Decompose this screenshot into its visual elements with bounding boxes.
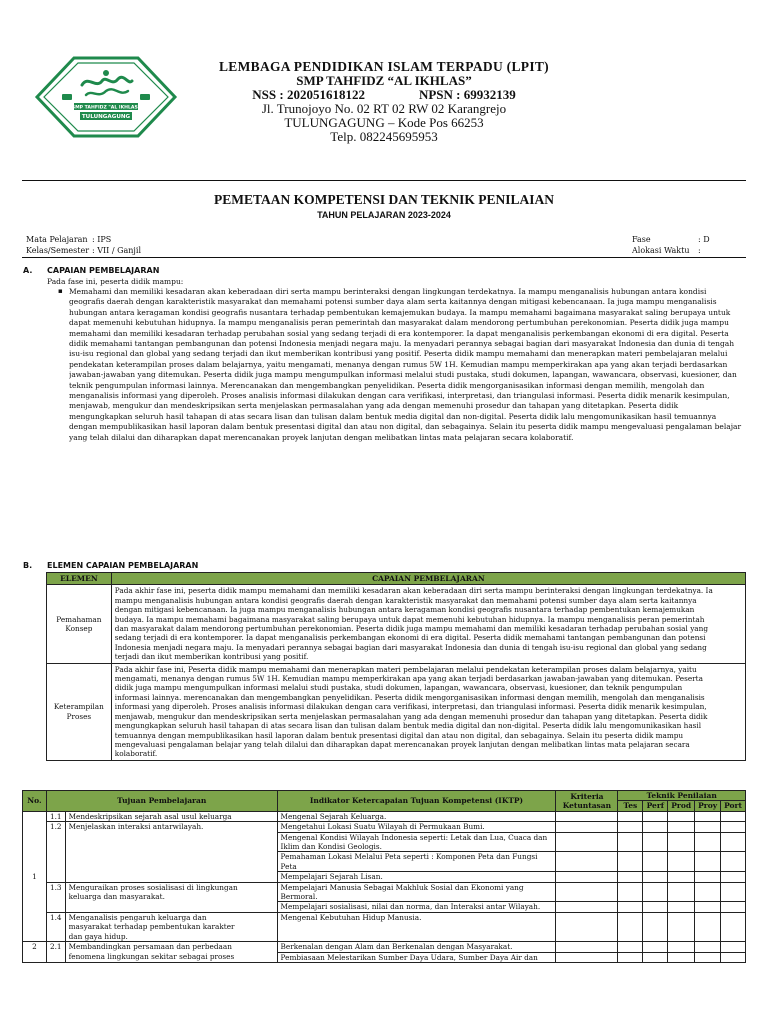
institution-name: LEMBAGA PENDIDIKAN ISLAM TERPADU (LPIT) (219, 59, 549, 74)
port-cell (721, 822, 746, 832)
port-cell (721, 852, 746, 872)
prod-cell (668, 872, 695, 882)
iktp-line: Bermoral. (280, 892, 318, 902)
col-perf-header: Perf (643, 801, 668, 811)
kriteria-cell (556, 811, 618, 821)
text-line: menjawab, mengukur dan mendeskripsikan serta menjelaskan permasalahan yang ada dengan memenuhi prosedur dan tahapan yang ditetapkan. Peserta didik (69, 401, 679, 411)
kriteria-cell (556, 902, 618, 912)
tp-text (65, 942, 277, 963)
iktp-text: Mempelajari Sejarah Lisan. (277, 872, 556, 882)
text-line: Memahami dan memiliki kesadaran akan keberadaan diri serta mampu berinteraksi dengan lingkungan terdekatnya. Ia mampu menganalisis hubungan antara kondisi (69, 287, 707, 296)
svg-text:TULUNGAGUNG: TULUNGAGUNG (81, 114, 131, 121)
nss-number: NSS : 202051618122 (252, 87, 365, 102)
col-port-header: Port (721, 801, 746, 811)
iktp-line: Peta (280, 861, 297, 871)
subject-value: : IPS (92, 235, 112, 244)
prod-cell (668, 902, 695, 912)
iktp-text (277, 882, 556, 902)
school-phone: Telp. 082245695953 (330, 129, 438, 144)
perf-cell (643, 822, 668, 832)
row-number: 1 (23, 811, 47, 941)
text-line: dengan mitigasi kebencanaan. Ia juga mampu menganalisis hubungan antara keragaman kondisi geografis nusantara terhadap pembentukan kemajemukan (114, 605, 695, 615)
tp-line: fenomena lingkungan sekitar sebagai proses (68, 951, 235, 961)
kriteria-cell (556, 882, 618, 902)
kriteria-cell (556, 942, 618, 952)
perf-cell (643, 872, 668, 882)
col-prod-header: Prod (668, 801, 695, 811)
col-kriteria-header (556, 791, 618, 812)
iktp-text (277, 832, 556, 852)
text-line: menjawab, mengukur dan mendeskripsikan serta menjelaskan permasalahan yang ada dengan memenuhi prosedur dan tahapan yang ditetapkan. Peserta didik (114, 711, 708, 721)
proy-cell (695, 942, 721, 952)
tp-line: masyarakat terhadap pembentukan karakter (68, 922, 235, 932)
port-cell (721, 882, 746, 902)
perf-cell (643, 811, 668, 821)
tes-cell (618, 832, 643, 852)
col-capaian-header: CAPAIAN PEMBELAJARAN (111, 573, 745, 585)
text-line: geografis daerah dengan karakteristik masyarakat dan memahami potensi sumber daya alam serta kaitannya dengan mitigasi kebencanaan. Ia juga mampu menganalisis (69, 297, 717, 307)
table-row (23, 942, 746, 952)
text-line: didik memahami tantangan pembangunan dan potensi Indonesia menjadi negara maju. Ia menyadari perannya sebagai bagian dari masyarakat Indonesia dan dunia di tengah (69, 339, 735, 349)
letterhead (182, 60, 586, 144)
iktp-text: Berkenalan dengan Alam dan Berkenalan dengan Masyarakat. (277, 942, 556, 952)
text-line: Indonesia menjadi negara maju. Ia menyadari perannya sebagai bagian dari masyarakat Indonesia dan dunia di tengah isu-isu regional dan global yang sedang (114, 642, 707, 652)
prod-cell (668, 822, 695, 832)
text-line: temuannya dengan mempublikasikan hasil laporan dalam bentuk presentasi digital dan atau non digital, dan sebagainya. Selain itu peserta didik mampu (114, 730, 684, 740)
elemen-name-line: Konsep (65, 624, 93, 634)
port-cell (721, 832, 746, 852)
class-value: : VII / Ganjil (92, 246, 142, 255)
text-line: memahami dan memiliki kesadaran terhadap perubahan sosial yang sedang terjadi di era kontemporer. Ia dapat menganalisis perkembangan ekonomi di era digital. Peserta (69, 328, 729, 338)
text-line: terjadi dan ikut memberikan kontribusi yang positif. (114, 652, 309, 662)
capaian-cell (111, 585, 745, 663)
perf-cell (643, 852, 668, 872)
page-title: PEMETAAN KOMPETENSI DAN TEKNIK PENILAIAN (213, 192, 555, 207)
tp-line: Menguraikan proses sosialisasi di lingkungan (68, 882, 238, 892)
col-teknik-header: Teknik Penilaian (618, 791, 746, 801)
tes-cell (618, 902, 643, 912)
text-line: dapat memenuhi kebutuhan hidupnya. Ia mampu menganalisis peran pemerintah dan masyarakat dalam mendorong pertumbuhan perekonomian. Peserta didik juga mampu (69, 318, 729, 328)
prod-cell (668, 952, 695, 962)
elemen-name-line: Keterampilan (53, 702, 104, 712)
prod-cell (668, 942, 695, 952)
class-label: Kelas/Semester (26, 246, 90, 255)
iktp-text (277, 852, 556, 872)
section-b-letter: B. (23, 561, 33, 570)
tp-number: 1.1 (46, 811, 65, 821)
port-cell (721, 912, 746, 941)
port-cell (721, 902, 746, 912)
kriteria-cell (556, 952, 618, 962)
iktp-line: Pemahaman Lokasi Melalui Peta seperti : Komponen Peta dan Fungsi (280, 852, 538, 862)
text-line: sedang terjadi di era kontemporer. Ia dapat menganalisis perkembangan ekonomi di era digital. Peserta didik memahami tantangan pembangunan dan potensi (114, 633, 706, 643)
school-address: Jl. Trunojoyo No. 02 RT 02 RW 02 Karangrejo (261, 101, 507, 116)
table-row (23, 811, 746, 821)
table-row (47, 663, 746, 760)
perf-cell (643, 902, 668, 912)
section-a-intro: Pada fase ini, peserta didik mampu: (47, 277, 184, 286)
col-indikator-header: Indikator Ketercapaian Tujuan Kompetensi (IKTP) (277, 791, 556, 812)
perf-cell (643, 912, 668, 941)
kriteria-cell (556, 852, 618, 872)
text-line: didik juga mampu mengumpulkan informasi melalui studi pustaka, studi dokumen, lapangan, wawancara, observasi, kuesioner, dan teknik pengumpulan (114, 683, 683, 693)
school-city: TULUNGAGUNG – Kode Pos 66253 (284, 115, 484, 130)
tp-number: 2.1 (46, 942, 65, 963)
iktp-text: Mengenal Sejarah Keluarga. (277, 811, 556, 821)
text-line: isu-isu regional dan global yang sedang terjadi dan ikut memberikan kontribusi yang positif. Peserta didik mampu memahami dan menerapkan materi pembelajaran melalui (69, 349, 728, 359)
tp-number: 1.3 (46, 882, 65, 912)
elemen-cell (47, 585, 112, 663)
elemen-name-line: Proses (66, 711, 92, 721)
table-row (23, 822, 746, 832)
tes-cell (618, 811, 643, 821)
section-a-title: CAPAIAN PEMBELAJARAN (47, 266, 160, 275)
time-value: : (698, 246, 701, 255)
proy-cell (695, 902, 721, 912)
npsn-number: NPSN : 69932139 (418, 87, 516, 102)
col-tujuan-header: Tujuan Pembelajaran (46, 791, 277, 812)
tp-number: 1.2 (46, 822, 65, 882)
text-line: mengevaluasi pengalaman belajar yang telah dilalui dan diharapkan dapat merencanakan proyek lanjutan dengan melibatkan lintas mata pelajaran secara (114, 739, 690, 749)
proy-cell (695, 912, 721, 941)
kriteria-cell (556, 832, 618, 852)
section-a-letter: A. (23, 266, 33, 275)
phase-label: Fase (632, 235, 651, 244)
col-proy-header: Proy (695, 801, 721, 811)
iktp-text: Mengetahui Lokasi Suatu Wilayah di Permukaan Bumi. (277, 822, 556, 832)
header-divider (22, 180, 746, 181)
text-line: hubungan antara keragaman kondisi geografis nusantara terhadap pembentukan kemajemukan budaya. Ia mampu memahami bagaimana masyarakat saling berupaya untuk (69, 307, 731, 317)
proy-cell (695, 822, 721, 832)
text-line: menganalisis informasi yang diperoleh. Proses analisis informasi dilakukan dengan cara verifikasi, interpretasi, dan triangulasi informasi. Peserta didik menarik kesimpulan, (69, 391, 730, 401)
tp-line: dan gaya hidup. (68, 931, 128, 941)
tp-text (65, 912, 277, 941)
row-number: 2 (23, 942, 47, 963)
iktp-text: Mempelajari sosialisasi, nilai dan norma, dan Interaksi antar Wilayah. (277, 902, 556, 912)
iktp-text: Pembiasaan Melestarikan Sumber Daya Udara, Sumber Daya Air dan (277, 952, 556, 962)
text-line: mampu menganalisis hubungan antara kondisi geografis daerah dengan karakteristik masyarakat dan memahami potensi sumber daya alam serta kaitannya (114, 595, 697, 605)
col-no-header: No. (23, 791, 47, 812)
text-line: mengamati, menanya dengan rumus 5W 1H. Kemudian mampu memperkirakan apa yang akan terjadi berdasarkan jawaban-jawaban yang ditemukan. Peserta (114, 674, 703, 684)
prod-cell (668, 882, 695, 902)
tp-text: Menjelaskan interaksi antarwilayah. (65, 822, 277, 882)
tujuan-table (22, 790, 746, 963)
section-b-title: ELEMEN CAPAIAN PEMBELAJARAN (47, 561, 199, 570)
text-line: informasi yang diperoleh. Proses analisis informasi dilakukan dengan cara verifikasi, interpretasi, dan triangulasi informasi. Peserta didik menarik kesimpulan, (114, 702, 707, 712)
text-line: yang telah dilalui dan diharapkan dapat merencanakan proyek lanjutan dengan melibatkan lintas mata pelajaran secara kolaboratif. (69, 432, 574, 442)
text-line: budaya. Ia mampu memahami bagaimana masyarakat saling berupaya untuk dapat memenuhi kebutuhan hidupnya. Ia mampu menganalisis peran pemerintah (114, 614, 705, 624)
elemen-cell (47, 663, 112, 760)
port-cell (721, 872, 746, 882)
proy-cell (695, 872, 721, 882)
tp-text: Mendeskripsikan sejarah asal usul keluarga (65, 811, 277, 821)
prod-cell (668, 852, 695, 872)
iktp-line: Iklim dan Kondisi Geologis. (280, 842, 382, 852)
academic-year: TAHUN PELAJARAN 2023-2024 (317, 210, 451, 220)
capaian-cell (111, 663, 745, 760)
kriteria-cell (556, 872, 618, 882)
tes-cell (618, 872, 643, 882)
text-line: kolaboratif. (114, 749, 158, 759)
bullet-icon: ▪ (58, 287, 63, 295)
text-line: jawaban-jawaban yang ditemukan. Peserta didik juga mampu mengumpulkan informasi melalui studi pustaka, studi dokumen, lapangan, wawancara, observasi, kuesioner, dan (69, 370, 737, 380)
port-cell (721, 942, 746, 952)
text-line: teknik pengumpulan informasi lainnya. Merencanakan dan mengembangkan penyelidikan. Peserta didik mengorganisasikan informasi dengan memilih, mengolah dan (69, 380, 705, 390)
perf-cell (643, 952, 668, 962)
text-line: mengungkapkan seluruh hasil tahapan di atas secara lisan dan tulisan dalam bentuk media digital dan non-digital. Peserta didik lalu mengomunikasikan hasil (114, 721, 702, 731)
text-line: dengan mempublikasikan hasil laporan dalam bentuk presentasi digital dan atau non digital, dan sebagainya. Selain itu peserta didik mampu mengevaluasi pengalaman belajar (69, 422, 742, 432)
elemen-name-line: Pemahaman (56, 614, 102, 624)
port-cell (721, 952, 746, 962)
col-elemen-header: ELEMEN (47, 573, 112, 585)
tp-line: Menganalisis pengaruh keluarga dan (68, 912, 207, 922)
proy-cell (695, 882, 721, 902)
proy-cell (695, 832, 721, 852)
perf-cell (643, 882, 668, 902)
iktp-line: Mengenal Kondisi Wilayah Indonesia seperti: Letak dan Lua, Cuaca dan (280, 832, 548, 842)
perf-cell (643, 832, 668, 852)
school-logo (34, 55, 178, 139)
perf-cell (643, 942, 668, 952)
elemen-table (46, 572, 746, 761)
kriteria-line: Ketuntasan (562, 800, 612, 810)
iktp-line: Mempelajari Manusia Sebagai Makhluk Sosial dan Ekonomi yang (280, 882, 524, 892)
tp-line: keluarga dan masyarakat. (68, 892, 165, 902)
kriteria-line: Kriteria (570, 791, 604, 801)
tp-line: Membandingkan persamaan dan perbedaan (68, 942, 232, 952)
prod-cell (668, 811, 695, 821)
tes-cell (618, 852, 643, 872)
tes-cell (618, 882, 643, 902)
text-line: Pada akhir fase ini, peserta didik mampu memahami dan memiliki kesadaran akan keberadaan diri serta mampu berinteraksi dengan lingkungan terdekatnya. Ia (114, 586, 713, 596)
kriteria-cell (556, 912, 618, 941)
info-left (26, 234, 141, 256)
time-label: Alokasi Waktu (632, 246, 690, 255)
phase-value: : D (698, 235, 710, 244)
tp-number: 1.4 (46, 912, 65, 941)
port-cell (721, 811, 746, 821)
tes-cell (618, 952, 643, 962)
tes-cell (618, 912, 643, 941)
proy-cell (695, 952, 721, 962)
svg-text:SMP TAHFIDZ "AL IKHLAS": SMP TAHFIDZ "AL IKHLAS" (71, 105, 141, 111)
prod-cell (668, 912, 695, 941)
tes-cell (618, 942, 643, 952)
tes-cell (618, 822, 643, 832)
nss-npsn-line (182, 88, 586, 102)
prod-cell (668, 832, 695, 852)
section-a-paragraph (69, 287, 745, 443)
school-name: SMP TAHFIDZ “AL IKHLAS” (296, 73, 472, 88)
tp-text (65, 882, 277, 912)
kriteria-cell (556, 822, 618, 832)
text-line: pendekatan keterampilan proses dalam belajarnya, yaitu mengamati, menanya dengan rumus 5W 1H. Kemudian mampu memperkirakan apa yang akan terjadi berdasarkan (69, 359, 728, 369)
text-line: Pada akhir fase ini, Peserta didik mampu memahami dan menerapkan materi pembelajaran melalui pendekatan keterampilan proses dalam belajarnya, yaitu (114, 664, 697, 674)
table-row (47, 585, 746, 663)
info-divider (22, 257, 746, 258)
proy-cell (695, 811, 721, 821)
proy-cell (695, 852, 721, 872)
text-line: dan masyarakat dalam mendorong pertumbuhan perekonomian. Peserta didik juga mampu memahami dan memiliki kesadaran terhadap perubahan sosial yang (114, 624, 709, 634)
text-line: informasi lainnya. merencanakan dan mengembangkan penyelidikan. Peserta didik mengorganisasikan informasi dengan memilih, mengolah dan menganalisis (114, 692, 705, 702)
subject-label: Mata Pelajaran (26, 235, 88, 244)
info-right (632, 234, 710, 256)
iktp-text: Mengenal Kebutuhan Hidup Manusia. (277, 912, 556, 941)
table-row (23, 882, 746, 902)
text-line: mengungkapkan seluruh hasil tahapan di atas secara lisan dan tulisan dalam bentuk media digital dan non-digital. Peserta didik lalu mengomunikasikan hasil temuannya (69, 411, 717, 421)
col-tes-header: Tes (618, 801, 643, 811)
